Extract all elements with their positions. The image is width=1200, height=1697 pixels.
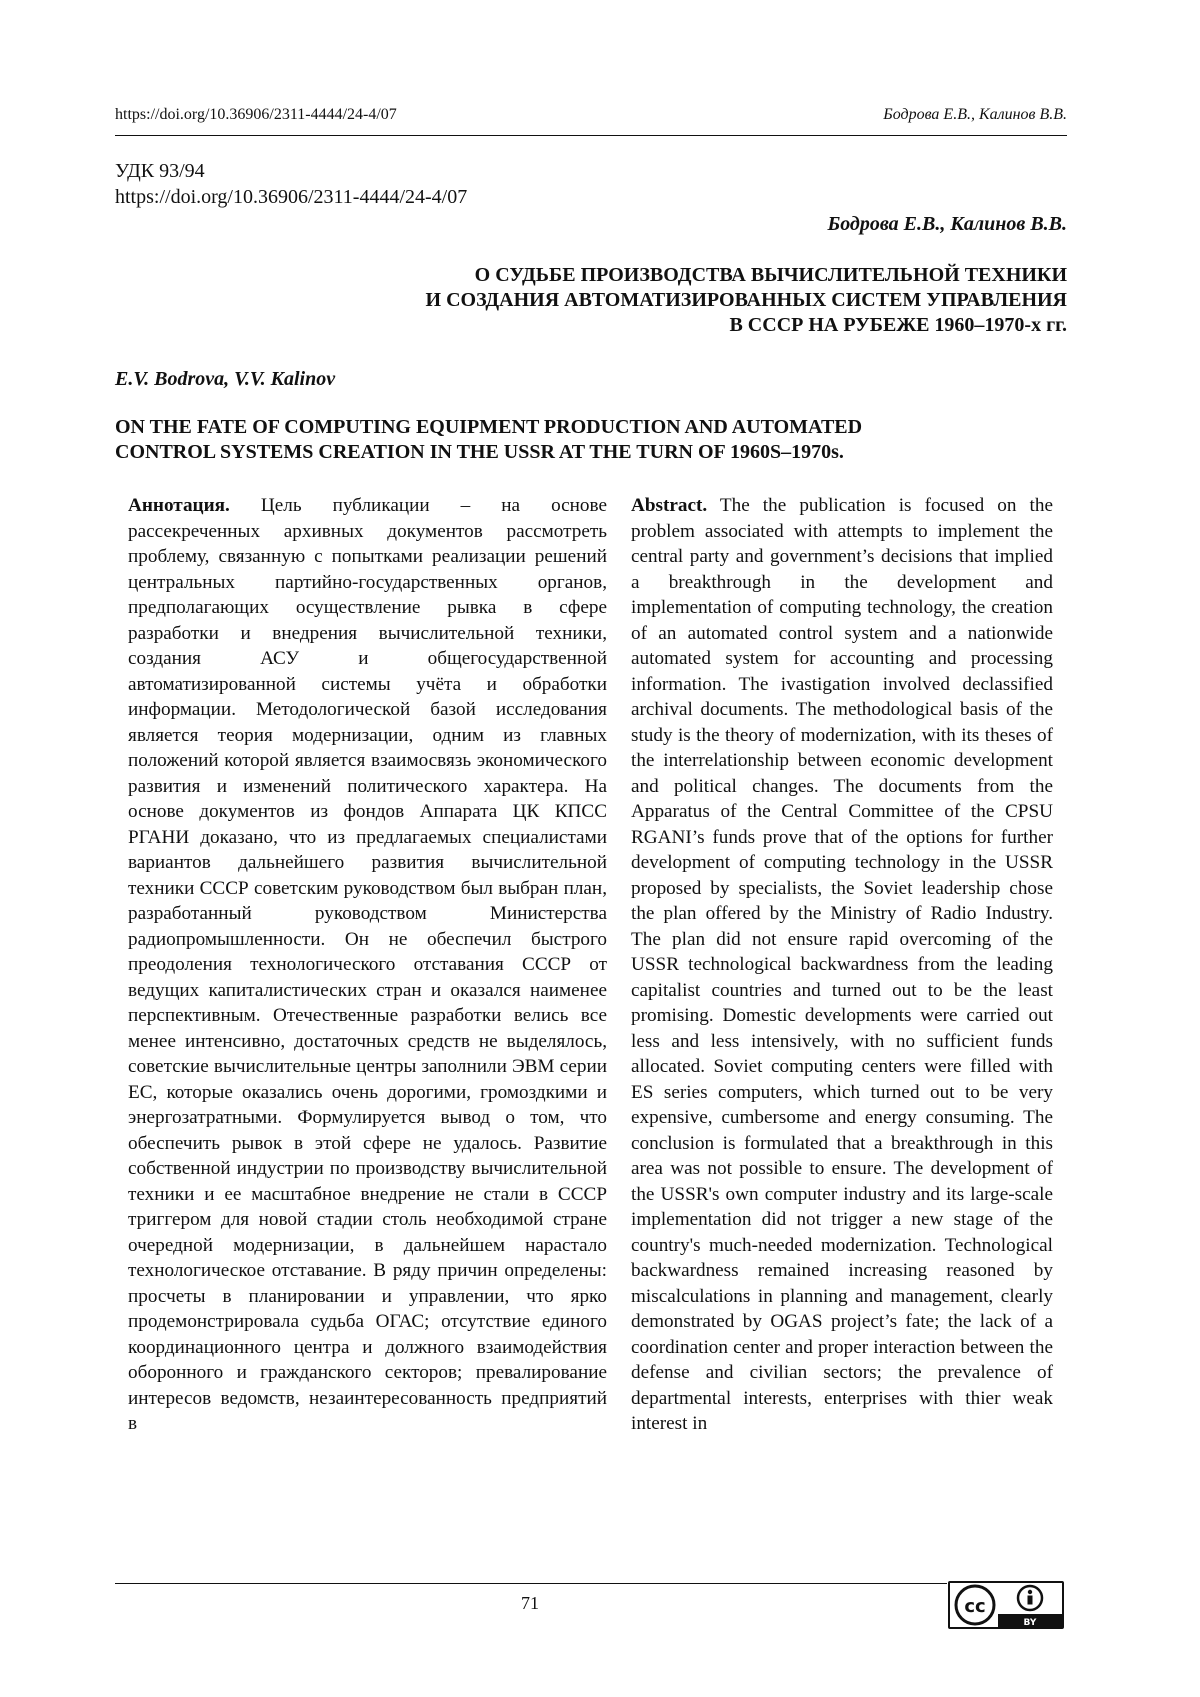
abstract-label: Abstract. (631, 495, 708, 516)
footer-divider (115, 1583, 947, 1584)
ru-title-line: О СУДЬБЕ ПРОИЗВОДСТВА ВЫЧИСЛИТЕЛЬНОЙ ТЕХНИКИ (474, 264, 1067, 286)
header-divider (115, 135, 1067, 136)
header-authors: Бодрова Е.В., Калинов В.В. (883, 106, 1067, 123)
annotation-column (128, 493, 607, 1437)
cc-by-license-badge (948, 1581, 1064, 1629)
svg-text:cc: cc (964, 1596, 986, 1617)
license-badge-graphic (950, 1583, 1062, 1627)
ru-title-line: И СОЗДАНИЯ АВТОМАТИЗИРОВАННЫХ СИСТЕМ УПРАВЛЕНИЯ (425, 289, 1067, 311)
doi-link: https://doi.org/10.36906/2311-4444/24-4/07 (115, 186, 468, 208)
annotation-paragraph (128, 493, 607, 1437)
ru-title (167, 263, 1067, 338)
ru-authors: Бодрова Е.В., Калинов В.В. (827, 213, 1067, 235)
header-doi: https://doi.org/10.36906/2311-4444/24-4/07 (115, 106, 397, 123)
ru-title-line: В СССР НА РУБЕЖЕ 1960–1970-х гг. (729, 314, 1067, 336)
attribution-icon (1018, 1586, 1042, 1610)
annotation-label: Аннотация. (128, 495, 230, 516)
udk-code: УДК 93/94 (115, 160, 205, 182)
license-label: BY (1023, 1618, 1037, 1627)
abstract-paragraph (631, 493, 1053, 1437)
en-title-line: CONTROL SYSTEMS CREATION IN THE USSR AT THE TURN OF 1960S–1970s. (115, 441, 844, 463)
en-title (115, 415, 1067, 465)
page-number: 71 (521, 1593, 539, 1613)
abstract-column (631, 493, 1053, 1437)
annotation-text: Цель публикации – на основе рассекреченных архивных документов рассмотреть проблему, связанную с попытками реализации решений центральных партийно-государственных органов, предполагающих осуществление рывка в сфере разработки и внедрения вычислительной техники, создания АСУ и общегосударственной автоматизированной системы учёта и обработки информации. Методологической базой исследования является теория модернизации, одним из главных положений которой является взаимосвязь экономического развития и изменений политического характера. На основе документов из фондов Аппарата ЦК КПСС РГАНИ доказано, что из предлагаемых специалистами вариантов дальнейшего развития вычислительной техники СССР советским руководством был выбран план, разработанный руководством Министерства радиопромышленности. Он не обеспечил быстрого преодоления технологического отставания СССР от ведущих капиталистических стран и оказался наименее перспективным. Отечественные разработки велись все менее интенсивно, достаточных средств не выделялось, советские вычислительные центры заполнили ЭВМ серии ЕС, которые оказались очень дорогими, громоздкими и энергозатратными. Формулируется вывод о том, что обеспечить рывок в этой сфере не удалось. Развитие собственной индустрии по производству вычислительной техники и ее масштабное внедрение не стали в СССР триггером для новой стадии столь необходимой стране очередной модернизации, в дальнейшем нарастало технологическое отставание. В ряду причин определены: просчеты в планировании и управлении, что ярко продемонстрировала судьба ОГАС; отсутствие единого координационного центра и должного взаимодействия оборонного и гражданского секторов; превалирование интересов ведомств, незаинтересованность предприятий в (128, 495, 607, 1434)
en-title-line: ON THE FATE OF COMPUTING EQUIPMENT PRODUCTION AND AUTOMATED (115, 416, 863, 438)
running-header (115, 104, 1067, 132)
en-authors: E.V. Bodrova, V.V. Kalinov (115, 368, 336, 390)
cc-icon (956, 1586, 994, 1624)
abstract-text: The the publication is focused on the problem associated with attempts to implement the central party and government’s decisions that implied a breakthrough in the development and implementation of computing technology, the creation of an automated control system and a nationwide automated system for accounting and processing information. The ivastigation involved declassified archival documents. The methodological basis of the study is the theory of modernization, with its theses of the interrelationship between economic development and political changes. The documents from the Apparatus of the Central Committee of the CPSU RGANI’s funds prove that of the options for further development of computing technology in the USSR proposed by specialists, the Soviet leadership chose the plan offered by the Ministry of Radio Industry. The plan did not ensure rapid overcoming of the USSR technological backwardness from the leading capitalist countries and turned out to be the least promising. Domestic developments were carried out less and less intensively, with no sufficient funds allocated. Soviet computing centers were filled with ES series computers, which turned out to be very expensive, cumbersome and energy consuming. The conclusion is formulated that a breakthrough in this area was not possible to ensure. The development of the USSR's own computer industry and its large-scale implementation did not trigger a new stage of the country's much-needed modernization. Technological backwardness remained increasing reasoned by miscalculations in planning and management, clearly demonstrated by OGAS project’s fate; the lack of a coordination center and proper interaction between the defense and civilian sectors; the prevalence of departmental interests, enterprises with thier weak interest in (631, 495, 1053, 1434)
